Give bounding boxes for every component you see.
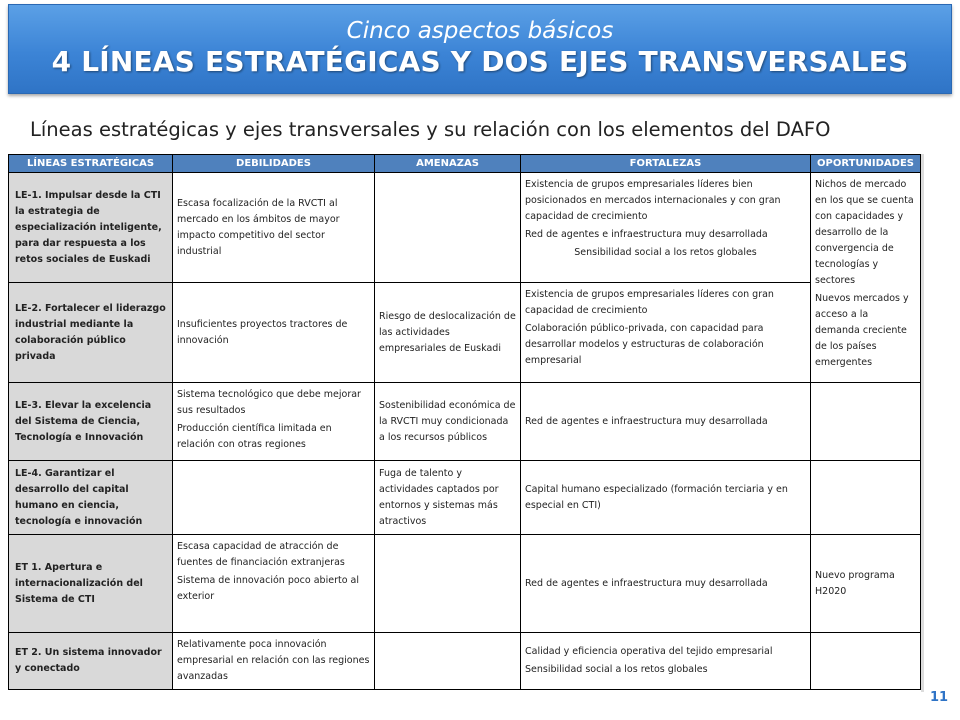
table-row <box>9 633 921 690</box>
cell-item: Escasa focalización de la RVCTI al mercado en los ámbitos de mayor impacto competitivo del sector industrial <box>177 197 340 257</box>
line-cell: ET 1. Apertura e internacionalización del Sistema de CTI <box>9 535 173 633</box>
cell-item: Nuevo programa H2020 <box>815 569 895 597</box>
debilidades-cell <box>173 633 375 690</box>
debilidades-cell <box>173 461 375 535</box>
oportunidades-cell <box>811 383 921 461</box>
cell-item: Escasa capacidad de atracción de fuentes de financiación extranjeras <box>177 541 345 568</box>
cell-item: Existencia de grupos empresariales líderes bien posicionados en mercados internacionales y con gran capacidad de crecimiento <box>525 179 781 222</box>
table-header-row <box>9 155 921 173</box>
amenazas-cell <box>375 383 521 461</box>
cell-item: Nuevos mercados y acceso a la demanda creciente de los países emergentes <box>815 293 909 368</box>
cell-item: Capital humano especializado (formación terciaria y en especial en CTI) <box>525 483 788 511</box>
debilidades-cell <box>173 535 375 633</box>
line-cell: LE-3. Elevar la excelencia del Sistema de Ciencia, Tecnología e Innovación <box>9 383 173 461</box>
cell-item: Sensibilidad social a los retos globales <box>525 664 708 675</box>
debilidades-cell <box>173 383 375 461</box>
fortalezas-cell <box>521 383 811 461</box>
oportunidades-cell <box>811 633 921 690</box>
cell-item: Sistema tecnológico que debe mejorar sus resultados <box>177 389 361 416</box>
table-row <box>9 173 921 283</box>
cell-item: Sistema de innovación poco abierto al exterior <box>177 575 359 602</box>
table-row <box>9 283 921 383</box>
cell-item: Insuficientes proyectos tractores de innovación <box>177 318 348 346</box>
fortalezas-cell <box>521 633 811 690</box>
fortalezas-cell <box>521 461 811 535</box>
line-cell: LE-4. Garantizar el desarrollo del capital humano en ciencia, tecnología e innovación <box>9 461 173 535</box>
title-banner <box>8 4 952 94</box>
oportunidades-cell <box>811 461 921 535</box>
col-header-debilidades: DEBILIDADES <box>173 155 375 173</box>
amenazas-cell <box>375 535 521 633</box>
cell-item: Red de agentes e infraestructura muy desarrollada <box>525 577 768 589</box>
amenazas-cell <box>375 633 521 690</box>
fortalezas-cell <box>521 283 811 383</box>
slide-title-line1: Cinco aspectos básicos <box>346 18 614 44</box>
cell-item: Colaboración público-privada, con capacidad para desarrollar modelos y estructuras de colaboración empresarial <box>525 323 764 366</box>
col-header-amenazas: AMENAZAS <box>375 155 521 173</box>
oportunidades-merged-cell <box>811 173 921 383</box>
line-cell: ET 2. Un sistema innovador y conectado <box>9 633 173 690</box>
table-row <box>9 383 921 461</box>
table-row <box>9 535 921 633</box>
side-divider <box>921 154 924 692</box>
cell-item: Sensibilidad social a los retos globales <box>574 247 757 258</box>
cell-item: Red de agentes e infraestructura muy desarrollada <box>525 415 768 427</box>
col-header-oportunidades: OPORTUNIDADES <box>811 155 921 173</box>
cell-item: Nichos de mercado en los que se cuenta con capacidades y desarrollo de la convergencia de tecnologías y sectores <box>815 179 914 286</box>
oportunidades-cell <box>811 535 921 633</box>
cell-item: Producción científica limitada en relación con otras regiones <box>177 423 332 450</box>
slide-subtitle: Líneas estratégicas y ejes transversales y su relación con los elementos del DAFO <box>30 118 831 141</box>
amenazas-cell <box>375 173 521 283</box>
debilidades-cell <box>173 283 375 383</box>
amenazas-cell <box>375 283 521 383</box>
cell-item: Riesgo de deslocalización de las actividades empresariales de Euskadi <box>379 310 516 354</box>
table-row <box>9 461 921 535</box>
slide-title-line2: 4 LÍNEAS ESTRATÉGICAS Y DOS EJES TRANSVERSALES <box>51 45 909 78</box>
col-header-lineas: LÍNEAS ESTRATÉGICAS <box>9 155 173 173</box>
cell-item: Sostenibilidad económica de la RVCTI muy condicionada a los recursos públicos <box>379 399 516 443</box>
cell-item: Existencia de grupos empresariales líderes con gran capacidad de crecimiento <box>525 289 774 316</box>
dafo-table <box>8 154 921 690</box>
cell-item: Relativamente poca innovación empresarial en relación con las regiones avanzadas <box>177 639 370 682</box>
page-number: 11 <box>929 690 949 705</box>
fortalezas-cell <box>521 535 811 633</box>
fortalezas-cell <box>521 173 811 283</box>
cell-item: Red de agentes e infraestructura muy desarrollada <box>525 229 768 240</box>
cell-item: Calidad y eficiencia operativa del tejido empresarial <box>525 646 773 657</box>
col-header-fortalezas: FORTALEZAS <box>521 155 811 173</box>
debilidades-cell <box>173 173 375 283</box>
line-cell: LE-2. Fortalecer el liderazgo industrial mediante la colaboración público privada <box>9 283 173 383</box>
cell-item: Fuga de talento y actividades captados por entornos y sistemas más atractivos <box>379 467 499 527</box>
line-cell: LE-1. Impulsar desde la CTI la estrategia de especialización inteligente, para dar respuesta a los retos sociales de Euskadi <box>9 173 173 283</box>
amenazas-cell <box>375 461 521 535</box>
